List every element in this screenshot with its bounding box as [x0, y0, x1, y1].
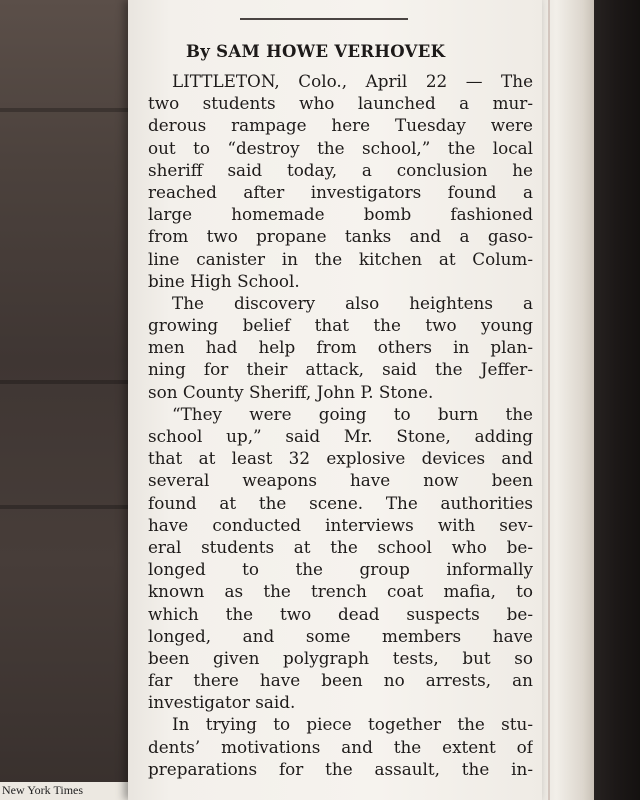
- article-line: line canister in the kitchen at Colum-: [148, 248, 533, 269]
- article-line: been given polygraph tests, but so: [148, 647, 533, 668]
- article-line: men had help from others in plan-: [148, 337, 533, 358]
- article-column: [128, 0, 542, 800]
- article-line: son County Sheriff, John P. Stone.: [148, 381, 434, 402]
- fold-line: [0, 380, 140, 384]
- article-line: ning for their attack, said the Jeffer-: [148, 359, 533, 380]
- article-line: growing belief that the two young: [148, 315, 533, 336]
- page-edge: [540, 0, 594, 800]
- article-line: dents’ motivations and the extent of: [148, 736, 533, 757]
- article-line: In trying to piece together the stu-: [172, 714, 533, 735]
- byline: By SAM HOWE VERHOVEK: [186, 42, 446, 61]
- article-line: reached after investigators found a: [148, 181, 533, 202]
- article-line: eral students at the school who be-: [148, 536, 533, 557]
- article-line: longed, and some members have: [148, 625, 533, 646]
- page-crease: [548, 0, 550, 800]
- divider-rule: [240, 18, 408, 20]
- article-line: two students who launched a mur-: [148, 93, 533, 114]
- article-line: LITTLETON, Colo., April 22 — The: [172, 71, 533, 91]
- photo-caption: New York Times: [2, 783, 84, 797]
- article-line: school up,” said Mr. Stone, adding: [148, 426, 533, 446]
- article-line: preparations for the assault, the in-: [148, 758, 533, 779]
- article-line: sheriff said today, a conclusion he: [148, 159, 533, 180]
- article-body: [148, 70, 533, 780]
- article-line: bine High School.: [148, 270, 300, 291]
- article-line: investigator said.: [148, 692, 296, 713]
- article-line: from two propane tanks and a gaso-: [148, 226, 533, 247]
- article-line: out to “destroy the school,” the local: [148, 137, 533, 158]
- article-line: that at least 32 explosive devices and: [148, 448, 533, 469]
- article-line: several weapons have now been: [148, 470, 533, 491]
- article-line: The discovery also heightens a: [172, 292, 533, 313]
- article-line: large homemade bomb fashioned: [148, 204, 533, 225]
- article-line: derous rampage here Tuesday were: [148, 115, 533, 136]
- article-line: longed to the group informally: [148, 559, 533, 580]
- article-line: found at the scene. The authorities: [148, 492, 533, 513]
- article-line: which the two dead suspects be-: [148, 603, 533, 624]
- background-newspapers: [0, 0, 140, 800]
- article-line: have conducted interviews with sev-: [148, 514, 533, 535]
- article-line: “They were going to burn the: [172, 403, 533, 424]
- caption-strip: [0, 782, 130, 800]
- article-line: known as the trench coat mafia, to: [148, 581, 533, 602]
- fold-line: [0, 505, 140, 509]
- article-line: far there have been no arrests, an: [148, 670, 533, 691]
- fold-line: [0, 108, 140, 112]
